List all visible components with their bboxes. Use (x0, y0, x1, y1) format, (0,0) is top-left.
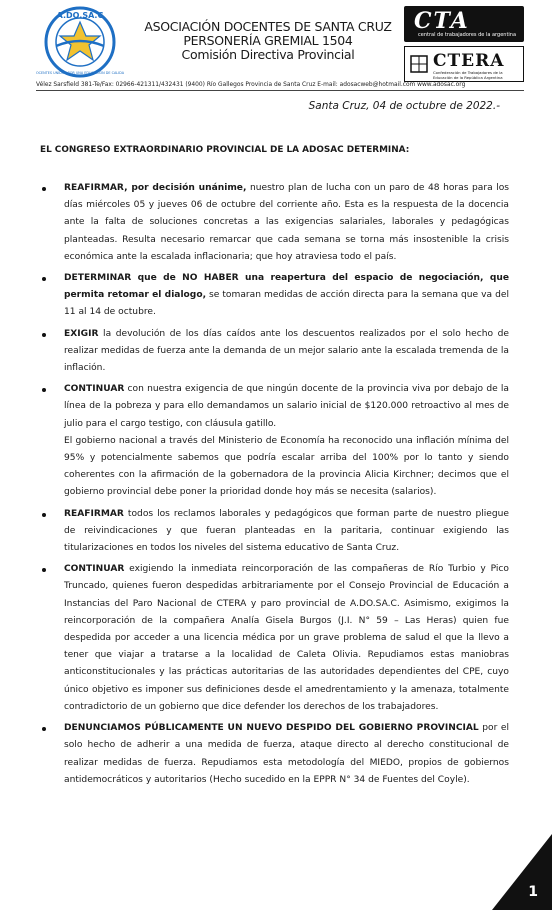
letterhead (0, 0, 552, 95)
cta-subtitle: central de trabajadores de la argentina (418, 32, 517, 38)
item-text: con nuestra exigencia de que ningún docente de la provincia viva por debajo de la línea de la pobreza y para ello demandamos un salario inicial de $120.000 retroactivo al mes de julio para el cargo testigo, con cláusula gatillo. (64, 384, 509, 429)
bullet-icon (42, 513, 46, 517)
org-line-2: PERSONERÍA GREMIAL 1504 (183, 33, 353, 48)
document-date: Santa Cruz, 04 de octubre de 2022.- (308, 100, 500, 112)
item-lead: EXIGIR (64, 328, 99, 339)
item-lead: REAFIRMAR (64, 508, 124, 519)
org-line-1: ASOCIACIÓN DOCENTES DE SANTA CRUZ (144, 19, 392, 34)
item-lead: CONTINUAR (64, 384, 125, 395)
item-text: se tomaran medidas de acción directa para la semana que va del 11 al 14 de octubre. (64, 290, 509, 318)
item-extra-paragraph: El gobierno nacional a través del Ministerio de Economía ha reconocido una inflación mínima del 95% y potencialmente sabemos que podría escalar arriba del 100% por lo tanto y siendo coherentes con la afirmación de la gobernadora de la provincia Alicia Kirchner; decimos que el gobierno provincial debe poner la prioridad donde hoy más se necesita (salarios). (64, 435, 509, 498)
page-corner-decoration (492, 834, 552, 910)
bullet-icon (42, 333, 46, 337)
item-text: la devolución de los días caídos ante los descuentos realizados por el solo hecho de realizar medidas de fuerza ante la demanda de un mejor salario ante la escalada tremenda de la inflación. (64, 328, 509, 374)
list-item (64, 326, 509, 378)
list-item (64, 270, 509, 322)
union-logos (404, 6, 524, 84)
address-line: Vélez Sarsfield 381-Te/Fax: 02966-421311/432431 (9400) Río Gallegos Provincia de Santa Cruz E-mail: adosacweb@hotmail.com www.adosac.org (36, 82, 524, 91)
item-lead: REAFIRMAR, por decisión unánime, (64, 183, 247, 193)
bullet-icon (42, 277, 46, 281)
ctera-logo-text: CTERA (433, 51, 505, 71)
item-text: exigiendo la inmediata reincorporación de las compañeras de Río Turbio y Pico Truncado, quienes fueron despedidas arbitrariamente por el Consejo Provincial de Educación a Instancias del Paro Nacional de CTERA y paro provincial de A.DO.SA.C. Asimismo, exigimos la reincorporación de la compañera Analía Gisela Burgos (J.I. N° 59 – Las Heras) quien fue despedida por acceder a una licencia médica por un grave problema de salud el que la llevo a tener que viajar a tratarse a la localidad de Caleta Olivia. Repudiamos estas maniobras anticonstitucionales y las prácticas autoritarias de las autoridades dependientes del CPE, cuyo único objetivo es imponer sus definiciones desde el amedrentamiento y la amenaza, totalmente contradictorio de un gobierno que dice defender los derechos de los trabajadores. (64, 564, 509, 712)
item-text: por el solo hecho de adherir a una medida de fuerza, ataque directo al derecho constitucional de realizar medidas de fuerza. Repudiamos esta metodología del MIEDO, propios de gobiernos antidemocráticos y autoritarios (Hecho sucedido en la EPPR N° 34 de Fuentes del Coyle). (64, 723, 509, 785)
svg-text:DOCENTES UNIDOS POR UNA EDUCAC: DOCENTES UNIDOS POR UNA EDUCACIÓN DE CALIDAD (36, 71, 124, 75)
bullet-icon (42, 727, 46, 731)
list-item (64, 180, 509, 266)
page-number: 1 (528, 884, 538, 900)
bullet-icon (42, 568, 46, 572)
adosac-logo (36, 6, 124, 78)
list-item (64, 381, 509, 501)
document-heading: EL CONGRESO EXTRAORDINARIO PROVINCIAL DE LA ADOSAC DETERMINA: (40, 145, 410, 155)
item-lead: DETERMINAR que de NO HABER una reapertura del espacio de negociación, que permita retomar el dialogo, (64, 273, 509, 301)
list-item (64, 561, 509, 716)
bullet-icon (42, 388, 46, 392)
svg-text:A.DO.SA.C: A.DO.SA.C (56, 11, 104, 20)
cta-logo (404, 6, 524, 42)
organization-name (138, 20, 398, 62)
item-lead: DENUNCIAMOS PÚBLICAMENTE UN NUEVO DESPIDO DEL GOBIERNO PROVINCIAL (64, 723, 479, 734)
item-text: todos los reclamos laborales y pedagógicos que forman parte de nuestro pliegue de reivindicaciones y que fueran planteadas en la paritaria, continuar exigiendo las titularizaciones en todos los niveles del sistema educativo de Santa Cruz. (64, 508, 509, 554)
org-line-3: Comisión Directiva Provincial (181, 47, 355, 62)
cta-logo-text: CTA (414, 8, 470, 34)
ctera-emblem-icon (409, 53, 429, 75)
ctera-logo (404, 46, 524, 82)
list-item (64, 506, 509, 558)
item-lead: CONTINUAR (64, 564, 125, 575)
list-item (64, 720, 509, 789)
resolution-list (64, 180, 509, 793)
bullet-icon (42, 187, 46, 191)
item-text: nuestro plan de lucha con un paro de 48 horas para los días miércoles 05 y jueves 06 de octubre del corriente año. Esta es la respuesta de la docencia ante la falta de soluciones concretas a las exigencias salariales, laborales y pedagógicas planteadas. Resulta necesario remarcar que cada semana se torna más insostenible la crisis económica ante la escalada inflacionaria; que hoy atraviesa todo el país. (64, 183, 509, 262)
ctera-subtitle: Confederación de Trabajadores de la Educación de la República Argentina (433, 70, 503, 80)
